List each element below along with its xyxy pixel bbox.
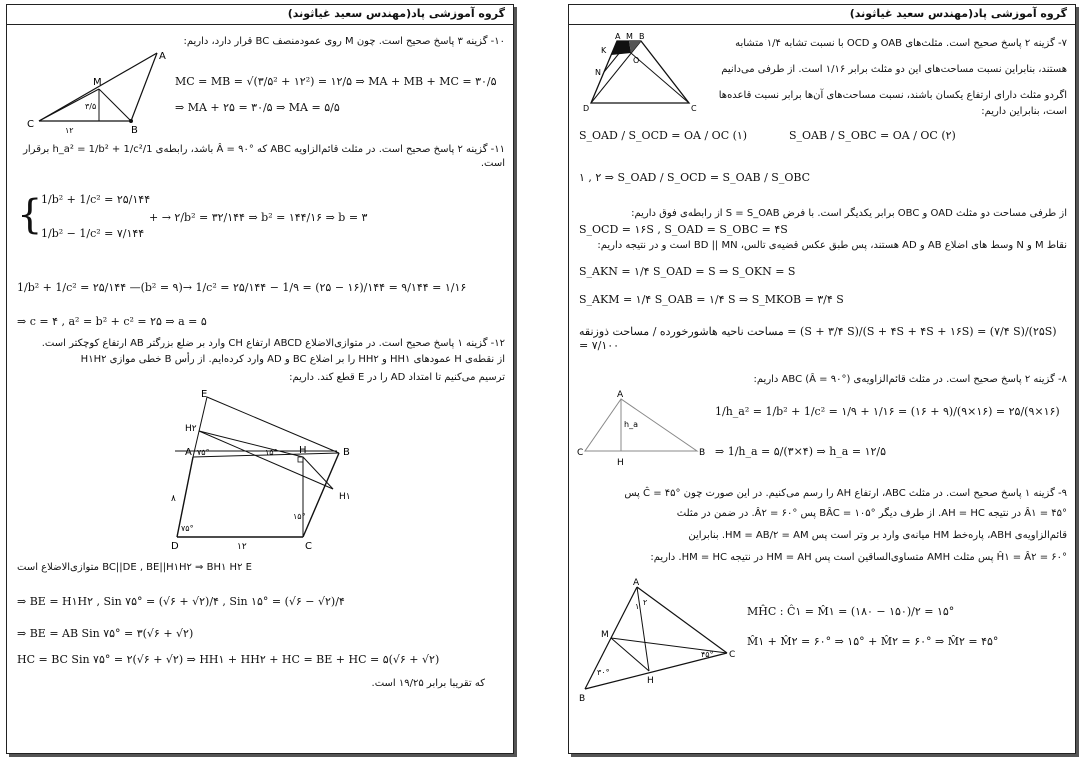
q8-eq1: 1/h_a² = 1/b² + 1/c² = ۱/۹ + ۱/۱۶ = (۱۶ + ۹)/(۹×۱۶) = ۲۵/(۹×۱۶)	[715, 405, 1060, 418]
q11-sys-result: + → ۲/b² = ۳۲/۱۴۴ ⇒ b² = ۱۴۴/۱۶ ⇒ b = ۳	[149, 211, 368, 224]
q7-line1: ۷- گزینه ۲ پاسخ صحیح است. مثلث‌های OAB و OCD با نسبت تشابه ۱/۴ متشابه	[735, 38, 1067, 49]
q11-sys2: 1/b² − 1/c² = ۷/۱۴۴	[41, 227, 145, 240]
q7-eq7: مساحت ناحیه هاشورخورده / مساحت ذوزنقه = (S + ۳/۴ S)/(S + ۴S + ۴S + ۱۶S) = (۷/۴ S)/(۲۵S) = ۷/۱۰۰	[579, 325, 1057, 352]
q7-eq2: S_OAB / S_OBC = OA / OC (۲)	[789, 129, 956, 142]
q9-label-m: M	[601, 630, 609, 640]
q12-l1: BC||DE , BE||H۱H۲ ⇒ BH۱ H۲ E متوازی‌الاضلاع است	[17, 562, 252, 573]
q7-line2: هستند، بنابراین نسبت مساحت‌های این دو مثلث برابر ۱/۱۶ است. از طرفی می‌دانیم	[721, 64, 1067, 75]
q12-label-a15: ۱۵°	[265, 448, 278, 457]
q7-label-n: N	[595, 68, 601, 77]
q12-label-a75: ۷۵°	[197, 448, 210, 457]
q9-label-n2: ۲	[643, 598, 648, 607]
q7-label-d: D	[583, 104, 590, 113]
q12-label-h: H	[299, 445, 307, 456]
q9-label-a30: ۳۰°	[597, 668, 610, 677]
q9-line1: ۹- گزینه ۱ پاسخ صحیح است. در مثلث ABC، ارتفاع AH را رسم می‌کنیم. در این صورت چون Ĉ = ۴۵° پس	[624, 488, 1067, 499]
q7-eq1: S_OAD / S_OCD = OA / OC (۱)	[579, 129, 748, 142]
q9-label-n1: ۱	[635, 602, 640, 611]
q9-line4: Ĥ۱ = Â۲ = ۶۰° پس مثلث AMH متساوی‌الساقین است پس HM = AH در نتیجه HM = HC. داریم:	[650, 552, 1067, 563]
q8-figure	[577, 389, 707, 473]
q12-l2: ⇒ BE = H۱H۲ , Sin ۷۵° = (√۶ + √۲)/۴ , Sin ۱۵° = (√۶ − √۲)/۴	[17, 595, 345, 608]
q7-t1: از طرفی مساحت دو مثلث OAD و OBC برابر یکدیگر است. با فرض S = S_OAB از رابطه‌ی فوق داریم:	[631, 208, 1067, 219]
q7-eq5: S_AKN = ۱/۴ S_OAD = S ⇒ S_OKN = S	[579, 265, 796, 278]
page-header: گروه آموزشی پاد(مهندس سعید غیاثوند)	[569, 5, 1075, 25]
q9-figure	[577, 575, 737, 705]
q8-label-h: H	[617, 458, 624, 468]
q11-eq3: 1/b² + 1/c² = ۲۵/۱۴۴ —(b² = ۹)→ 1/c² = ۲۵/۱۴۴ − 1/۹ = (۲۵ − ۱۶)/۱۴۴ = ۹/۱۴۴ = ۱/۱۶	[17, 281, 467, 294]
q12-l3: ⇒ BE = AB Sin ۷۵° = ۳(√۶ + √۲)	[17, 627, 194, 640]
q9-label-a: A	[633, 578, 640, 588]
page-body	[7, 25, 513, 751]
page-header: گروه آموزشی پاد(مهندس سعید غیاثوند)	[7, 5, 513, 25]
q7-eq4: S_OCD = ۱۶S , S_OAD = S_OBC = ۴S	[579, 223, 788, 236]
q10-label-a: A	[159, 51, 166, 62]
q7-t2: نقاط M و N وسط های اضلاع AB و AD هستند، پس طبق عکس قضیه‌ی تالس، BD || MN است و در نتیجه داریم:	[597, 240, 1067, 251]
q7-label-a: A	[615, 32, 621, 41]
q10-label-c: C	[27, 119, 34, 130]
q11-eq4: ⇒ c = ۴ , a² = b² + c² = ۲۵ ⇒ a = ۵	[17, 315, 207, 328]
q7-line3: اگردو مثلث دارای ارتفاع یکسان باشند، نسبت مساحت‌های آن‌ها برابر نسبت قاعده‌ها	[718, 90, 1067, 101]
q8-text: ۸- گزینه ۲ پاسخ صحیح است. در مثلث قائم‌الزاویه‌ی ABC (Â = ۹۰°) داریم:	[753, 374, 1067, 385]
q9-line3: قائم‌الزاویه‌ی ABH، پاره‌خط HM میانه‌ی وارد بر وتر است پس HM = AB/۲ = AM. بنابراین	[688, 530, 1067, 541]
q9-label-a45: ۴۵°	[701, 650, 714, 659]
q9-label-c: C	[729, 650, 736, 660]
q8-label-ha: h_a	[624, 420, 638, 429]
page-right	[568, 4, 1076, 754]
q12-label-s8: ۸	[171, 494, 176, 504]
q7-line4: است، بنابراین داریم:	[981, 106, 1067, 117]
q12-label-d: D	[171, 541, 179, 552]
q9-line2: Â۱ = ۴۵° در نتیجه AH = HC. از طرف دیگر BÂC = ۱۰۵° پس Â۲ = ۶۰°. در ضمن در مثلث	[676, 508, 1067, 519]
q12-label-e: E	[201, 389, 208, 400]
q12-l5: که تقریبا برابر ۱۹/۲۵ است.	[371, 678, 485, 689]
q7-eq3: ۱ , ۲ ⇒ S_OAD / S_OCD = S_OAB / S_OBC	[579, 171, 811, 184]
q12-line2: از نقطه‌ی H عمودهای HH۱ و HH۲ را بر اضلاع BC و AD وارد کرده‌ایم. از رأس B خطی موازی H۱H۲	[80, 354, 505, 365]
q12-label-a75b: ۷۵°	[181, 524, 194, 533]
q10-eq2: ⇒ MA + ۲۵ = ۳۰/۵ ⇒ MA = ۵/۵	[175, 101, 340, 114]
q10-label-m: M	[93, 77, 102, 88]
q12-label-h1: H۱	[339, 492, 351, 502]
q7-label-c: C	[691, 104, 697, 113]
q12-line3: ترسیم می‌کنیم تا امتداد AD را در E قطع کند. داریم:	[289, 372, 505, 383]
q7-label-o: O	[633, 56, 640, 65]
q7-eq6: S_AKM = ۱/۴ S_OAB = ۱/۴ S ⇒ S_MKOB = ۳/۴ S	[579, 293, 844, 306]
q12-label-c: C	[305, 541, 312, 552]
q7-figure	[579, 31, 699, 113]
q8-eq2: ⇒ 1/h_a = ۵/(۳×۴) ⇒ h_a = ۱۲/۵	[715, 445, 886, 458]
q10-label-m1: ۳/۵	[85, 102, 97, 111]
page-body	[569, 25, 1075, 751]
q10-eq1: MC = MB = √(۳/۵² + ۱۲²) = ۱۲/۵ ⇒ MA + MB + MC = ۳۰/۵	[175, 75, 497, 88]
q11-text: ۱۱- گزینه ۲ پاسخ صحیح است. در مثلث قائم‌الزاویه ABC که Â = ۹۰° باشد، رابطه‌ی 1/h_a² = 1/b² + 1/c² برقرار است.	[23, 144, 505, 169]
q12-label-s12: ۱۲	[237, 542, 247, 552]
q10-label-b: B	[131, 125, 138, 136]
q9-label-b: B	[579, 694, 586, 704]
page-left	[6, 4, 514, 754]
q12-l4: HC = BC Sin ۷۵° = ۲(√۶ + √۲) ⇒ HH۱ + HH۲ + HC = BE + HC = ۵(√۶ + √۲)	[17, 653, 440, 666]
q12-label-a15b: ۱۵°	[293, 512, 306, 521]
q10-text: ۱۰- گزینه ۳ پاسخ صحیح است. چون M روی عمودمنصف BC قرار دارد، داریم:	[183, 36, 505, 47]
q12-label-b: B	[343, 447, 350, 458]
q7-label-k: K	[601, 46, 607, 55]
q12-label-a: A	[185, 447, 192, 458]
q10-label-m2: ۱۲	[65, 126, 74, 135]
q12-label-h2: H۲	[185, 424, 197, 434]
q12-figure	[157, 389, 367, 559]
q9-label-h: H	[647, 676, 654, 686]
q8-label-a: A	[617, 390, 624, 400]
q9-eq1: MĤC : Ĉ۱ = M̂۱ = (۱۸۰ − ۱۵۰)/۲ = ۱۵°	[747, 605, 955, 618]
q7-label-b: B	[639, 32, 645, 41]
q11-sys1: 1/b² + 1/c² = ۲۵/۱۴۴	[41, 193, 151, 206]
q11-brace: {	[17, 192, 43, 238]
q7-label-m: M	[626, 32, 633, 41]
q9-eq2: M̂۱ + M̂۲ = ۶۰° ⇒ ۱۵° + M̂۲ = ۶۰° ⇒ M̂۲ = ۴۵°	[747, 635, 999, 648]
q10-figure	[19, 49, 169, 139]
q8-label-b: B	[699, 448, 706, 458]
q8-label-c: C	[577, 448, 584, 458]
q12-line1: ۱۲- گزینه ۱ پاسخ صحیح است. در متوازی‌الاضلاع ABCD ارتفاع CH وارد بر ضلع بزرگتر AB ارتفاع کوچکتر است.	[41, 338, 505, 349]
